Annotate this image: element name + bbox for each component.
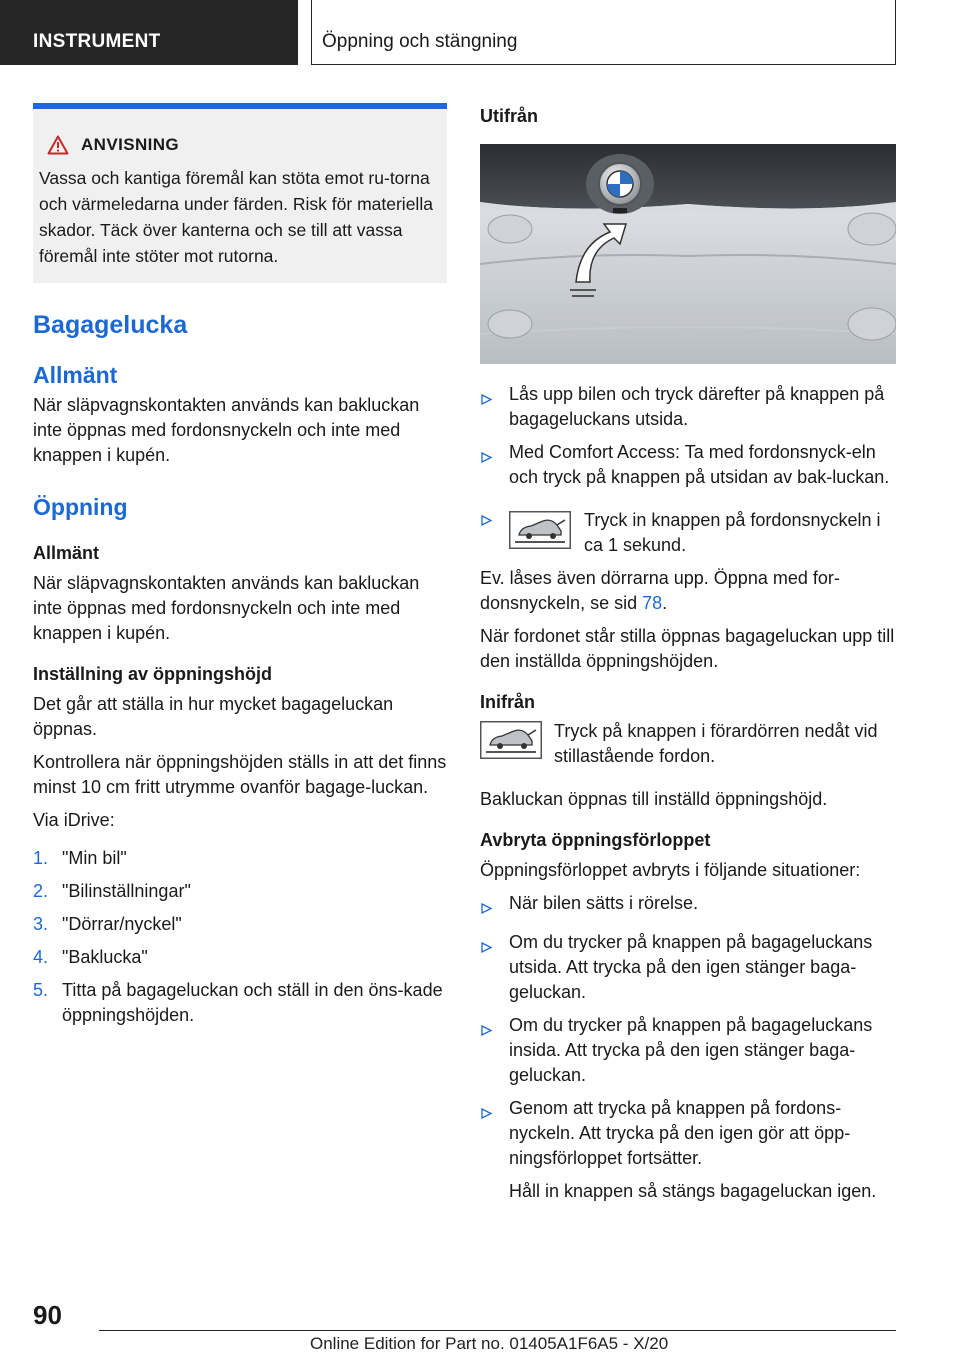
bullet-triangle-icon: [480, 440, 509, 490]
list-item: [480, 382, 896, 432]
step-item: [33, 912, 447, 937]
step-number: 4.: [33, 947, 49, 967]
bullet-triangle-icon: [480, 508, 509, 558]
step-text: "Min bil": [62, 848, 127, 868]
left-column: [33, 103, 447, 1036]
bullet-triangle-icon: [480, 382, 509, 432]
paragraph-installning-2: Kontrollera när öppningshöjden ställs in att det finns minst 10 cm fritt utrymme ovanför bagage-luckan.: [33, 752, 447, 797]
bullet-text: Lås upp bilen och tryck därefter på knappen på bagageluckans utsida.: [509, 384, 885, 429]
paragraph-ev: [480, 566, 896, 616]
heading-allmant-1: Allmänt: [33, 362, 118, 388]
paragraph-allmant-1: När släpvagnskontakten används kan bakluckan inte öppnas med fordonsnyckeln och inte med knappen i kupén.: [33, 395, 420, 465]
bullet-triangle-icon: [480, 930, 509, 1005]
heading-utifran: Utifrån: [480, 106, 538, 126]
page-link-78[interactable]: 78: [642, 593, 663, 613]
car-tailgate-open-icon: [509, 511, 571, 549]
paragraph-hall: Håll in knappen så stängs bagageluckan igen.: [509, 1181, 877, 1201]
footer-divider: [99, 1330, 896, 1331]
step-text: "Bilinställningar": [62, 881, 191, 901]
step-item: [33, 879, 447, 904]
heading-installning: Inställning av öppningshöjd: [33, 664, 272, 684]
inifran-row: [480, 719, 896, 769]
list-item: [480, 930, 896, 1005]
bullets-utifran: [480, 382, 896, 490]
bullet-text: Om du trycker på knappen på bagageluckans insida. Att trycka på den igen stänger baga-geluckan.: [509, 1015, 873, 1085]
step-item: [33, 846, 447, 871]
step-item: [33, 945, 447, 970]
warning-box: [33, 103, 447, 283]
list-item: [480, 1096, 896, 1171]
key-bullet-text: Tryck in knappen på fordonsnyckeln i ca 1 sekund.: [584, 510, 881, 555]
step-text: Titta på bagageluckan och ställ in den öns-kade öppningshöjden.: [62, 980, 443, 1025]
step-number: 1.: [33, 848, 49, 868]
step-text: "Baklucka": [62, 947, 148, 967]
paragraph-ev-end: .: [662, 593, 668, 613]
step-text: "Dörrar/nyckel": [62, 914, 182, 934]
paragraph-baklucka: Bakluckan öppnas till inställd öppningshöjd.: [480, 789, 828, 809]
bullet-triangle-icon: [480, 1096, 509, 1171]
bullet-text: När bilen sätts i rörelse.: [509, 893, 699, 913]
list-item: [480, 1013, 896, 1088]
warning-text: Vassa och kantiga föremål kan stöta emot ru-torna och värmeledarna under färden. Risk för materiella skador. Täck över kanterna och se till att vassa föremål inte stöter mot rutorna.: [39, 168, 433, 266]
page-number: 90: [33, 1300, 62, 1330]
paragraph-allmant-2: När släpvagnskontakten används kan bakluckan inte öppnas med fordonsnyckeln och inte med knappen i kupén.: [33, 573, 420, 643]
warning-title-text: ANVISNING: [81, 135, 180, 154]
paragraph-inifran: Tryck på knappen i förardörren nedåt vid stillastående fordon.: [554, 721, 878, 766]
paragraph-installning-1: Det går att ställa in hur mycket bagageluckan öppnas.: [33, 694, 394, 739]
bullet-text: Genom att trycka på knappen på fordons-nyckeln. Att trycka på den igen gör att öpp-ningsförloppet fortsätter.: [509, 1098, 851, 1168]
heading-bagagelucka: Bagagelucka: [33, 311, 188, 339]
bullet-triangle-icon: [480, 891, 509, 922]
heading-oppning: Öppning: [33, 494, 128, 520]
list-item: [480, 891, 896, 922]
heading-allmant-2: Allmänt: [33, 543, 100, 563]
steps-list: [33, 846, 447, 1028]
step-number: 2.: [33, 881, 49, 901]
tailgate-button-photo: [480, 144, 896, 364]
header-section: INSTRUMENT: [0, 0, 298, 65]
list-item: [480, 440, 896, 490]
paragraph-ev-text: Ev. låses även dörrarna upp. Öppna med for-donsnyckeln, se sid: [480, 568, 840, 613]
bullet-triangle-icon: [480, 1013, 509, 1088]
paragraph-via-idrive: Via iDrive:: [33, 810, 115, 830]
bullets-avbryta: [480, 891, 896, 1171]
key-bullet: [480, 508, 896, 558]
car-tailgate-open-icon: [480, 721, 542, 759]
warning-title: [39, 135, 439, 155]
header-chapter: Öppning och stängning: [311, 0, 896, 65]
right-column: [480, 103, 896, 1204]
step-item: [33, 978, 447, 1028]
step-number: 5.: [33, 980, 49, 1000]
step-number: 3.: [33, 914, 49, 934]
bullet-text: Om du trycker på knappen på bagageluckans utsida. Att trycka på den igen stänger baga-geluckan.: [509, 932, 873, 1002]
bullet-text: Med Comfort Access: Ta med fordonsnyck-eln och tryck på knappen på utsidan av bak-luckan.: [509, 442, 890, 487]
paragraph-stilla: När fordonet står stilla öppnas bagageluckan upp till den inställda öppningshöjden.: [480, 626, 895, 671]
heading-inifran: Inifrån: [480, 692, 536, 712]
footer-edition: Online Edition for Part no. 01405A1F6A5 - X/20: [310, 1334, 669, 1353]
paragraph-avbryta: Öppningsförloppet avbryts i följande situationer:: [480, 860, 861, 880]
heading-avbryta: Avbryta öppningsförloppet: [480, 830, 711, 850]
warning-triangle-icon: [47, 135, 69, 155]
